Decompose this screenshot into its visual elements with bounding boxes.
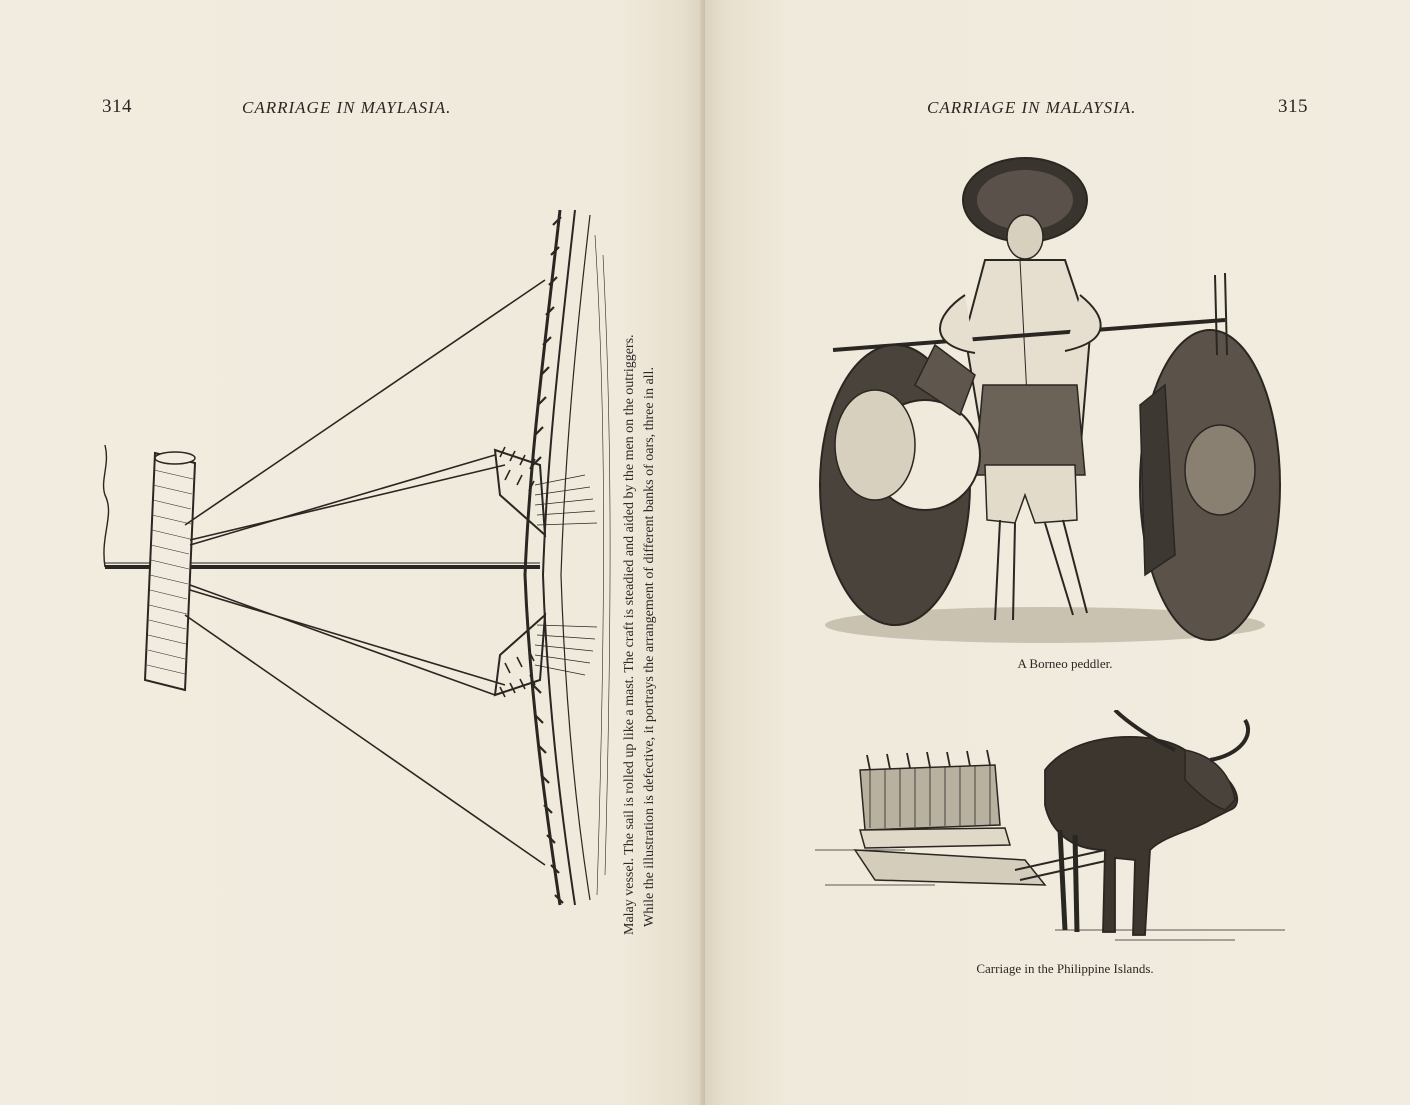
right-running-head: CARRIAGE IN MALAYSIA. — [927, 98, 1137, 117]
left-running-head: CARRIAGE IN MAYLASIA. — [242, 98, 452, 117]
right-page-number: 315 — [1278, 96, 1308, 117]
philippine-carriage-caption: Carriage in the Philippine Islands. — [976, 961, 1154, 976]
malay-vessel-caption — [620, 175, 660, 935]
borneo-peddler-illustration — [815, 155, 1295, 650]
caption-line-2: While the illustration is defective, it portrays the arrangement of different banks of oars, three in all. — [642, 367, 657, 927]
borneo-peddler-caption: A Borneo peddler. — [1017, 656, 1113, 671]
philippine-carriage-illustration — [815, 710, 1295, 950]
right-page — [705, 0, 1410, 1105]
malay-vessel-illustration — [75, 195, 615, 920]
caption-line-1: Malay vessel. The sail is rolled up like a mast. The craft is steadied and aided by the men on the outriggers. — [622, 334, 637, 935]
left-page-number: 314 — [102, 96, 132, 117]
